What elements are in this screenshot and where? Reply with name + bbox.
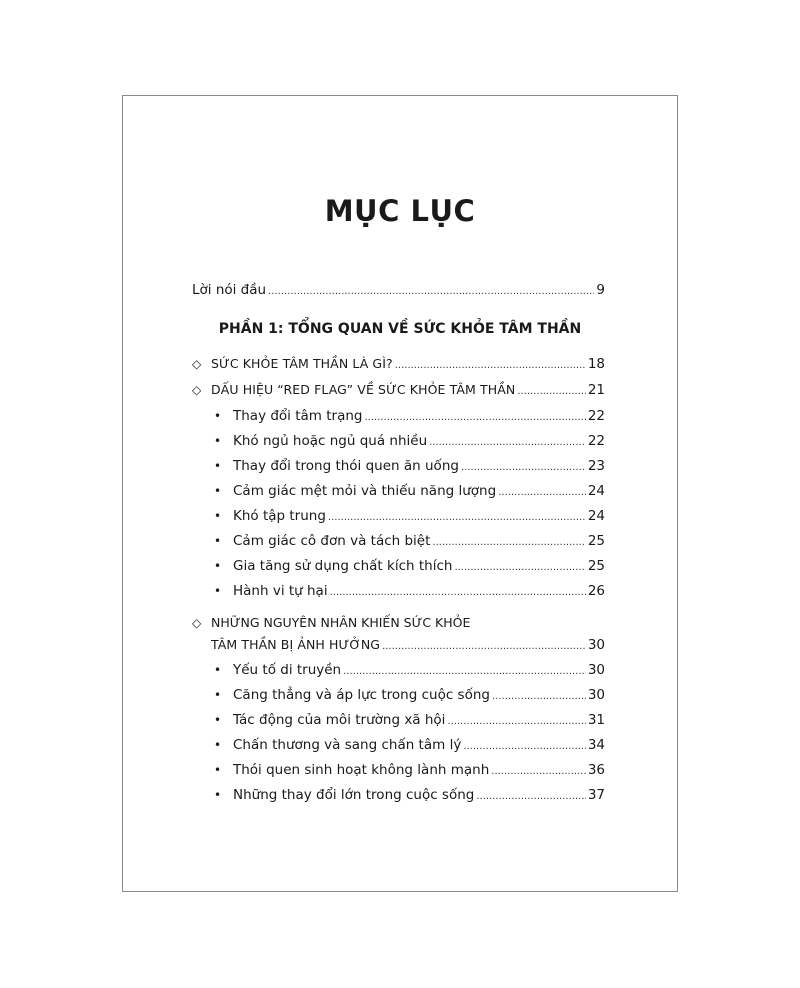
toc-item-label: Cảm giác mệt mỏi và thiếu năng lượng: [233, 483, 497, 499]
toc-page-number: 22: [587, 408, 605, 424]
bullet-icon: •: [214, 409, 222, 423]
toc-item: [233, 482, 605, 502]
toc-item-label: Căng thẳng và áp lực trong cuộc sống: [233, 687, 490, 703]
diamond-marker-icon: ◇: [192, 616, 202, 630]
toc-section-3: [211, 636, 605, 656]
dot-leader: [454, 559, 585, 577]
toc-item: [233, 557, 605, 577]
toc-entry-label: Lời nói đầu: [192, 282, 267, 298]
toc-item-label: Cảm giác cô đơn và tách biệt: [233, 533, 431, 549]
toc-page-number: 21: [587, 382, 605, 398]
toc-page-number: 30: [587, 637, 605, 653]
toc-page-number: 25: [587, 558, 605, 574]
toc-page-number: 25: [587, 533, 605, 549]
toc-page-number: 34: [587, 737, 605, 753]
toc-page-number: 18: [587, 356, 605, 372]
dot-leader: [491, 763, 586, 781]
toc-page-number: 30: [587, 662, 605, 678]
toc-item: [233, 786, 605, 806]
diamond-marker-icon: ◇: [192, 383, 202, 397]
toc-item-label: Những thay đổi lớn trong cuộc sống: [233, 787, 475, 803]
toc-item-label: Thay đổi trong thói quen ăn uống: [233, 458, 459, 474]
toc-item: [233, 736, 605, 756]
toc-page-number: 26: [587, 583, 605, 599]
toc-page-number: 36: [587, 762, 605, 778]
dot-leader: [476, 788, 585, 806]
toc-item-label: Yếu tố di truyền: [233, 662, 342, 678]
toc-item-label: Hành vi tự hại: [233, 583, 328, 599]
toc-item: [233, 761, 605, 781]
book-page: [122, 95, 678, 892]
dot-leader: [330, 584, 586, 602]
dot-leader: [343, 663, 586, 681]
dot-leader: [382, 638, 586, 656]
toc-page-number: 37: [587, 787, 605, 803]
toc-item: [233, 661, 605, 681]
toc-section-label: TÂM THẦN BỊ ẢNH HƯỞNG: [211, 637, 381, 652]
toc-item-label: Khó tập trung: [233, 508, 326, 524]
bullet-icon: •: [214, 788, 222, 802]
toc-page-number: 31: [587, 712, 605, 728]
dot-leader: [492, 688, 586, 706]
dot-leader: [268, 283, 594, 301]
bullet-icon: •: [214, 584, 222, 598]
toc-item: [233, 532, 605, 552]
bullet-icon: •: [214, 763, 222, 777]
toc-section-label: SỨC KHỎE TÂM THẦN LÀ GÌ?: [211, 356, 393, 371]
diamond-marker-icon: ◇: [192, 357, 202, 371]
toc-item: [233, 711, 605, 731]
dot-leader: [432, 534, 585, 552]
bullet-icon: •: [214, 663, 222, 677]
toc-item: [233, 432, 605, 452]
dot-leader: [429, 434, 586, 452]
toc-page-number: 30: [587, 687, 605, 703]
toc-item: [233, 686, 605, 706]
dot-leader: [463, 738, 586, 756]
bullet-icon: •: [214, 713, 222, 727]
toc-section-2: [211, 381, 605, 401]
toc-page-number: 23: [587, 458, 605, 474]
page-title: MỤC LỤC: [324, 194, 476, 228]
dot-leader: [461, 459, 586, 477]
dot-leader: [498, 484, 586, 502]
bullet-icon: •: [214, 484, 222, 498]
toc-entry-preface: [192, 281, 605, 301]
toc-section-label: DẤU HIỆU “RED FLAG” VỀ SỨC KHỎE TÂM THẦN: [211, 382, 516, 397]
toc-page-number: 24: [587, 508, 605, 524]
toc-item-label: Tác động của môi trường xã hội: [233, 712, 446, 728]
part-title: PHẦN 1: TỔNG QUAN VỀ SỨC KHỎE TÂM THẦN: [218, 321, 582, 337]
dot-leader: [517, 383, 586, 401]
bullet-icon: •: [214, 459, 222, 473]
toc-item-label: Thay đổi tâm trạng: [233, 408, 363, 424]
bullet-icon: •: [214, 534, 222, 548]
dot-leader: [395, 357, 586, 375]
toc-item-label: Chấn thương và sang chấn tâm lý: [233, 737, 462, 753]
bullet-icon: •: [214, 434, 222, 448]
toc-item: [233, 407, 605, 427]
toc-page-number: 22: [587, 433, 605, 449]
bullet-icon: •: [214, 509, 222, 523]
toc-page-number: 24: [587, 483, 605, 499]
dot-leader: [328, 509, 586, 527]
dot-leader: [364, 409, 585, 427]
toc-item-label: Gia tăng sử dụng chất kích thích: [233, 558, 453, 574]
toc-item: [233, 507, 605, 527]
toc-section-1: [211, 355, 605, 375]
bullet-icon: •: [214, 559, 222, 573]
toc-item-label: Thói quen sinh hoạt không lành mạnh: [233, 762, 490, 778]
bullet-icon: •: [214, 688, 222, 702]
toc-item: [233, 457, 605, 477]
dot-leader: [447, 713, 585, 731]
toc-item: [233, 582, 605, 602]
toc-page-number: 9: [596, 282, 605, 298]
bullet-icon: •: [214, 738, 222, 752]
toc-section-3-line1: NHỮNG NGUYÊN NHÂN KHIẾN SỨC KHỎE: [211, 615, 471, 630]
toc-item-label: Khó ngủ hoặc ngủ quá nhiều: [233, 433, 428, 449]
